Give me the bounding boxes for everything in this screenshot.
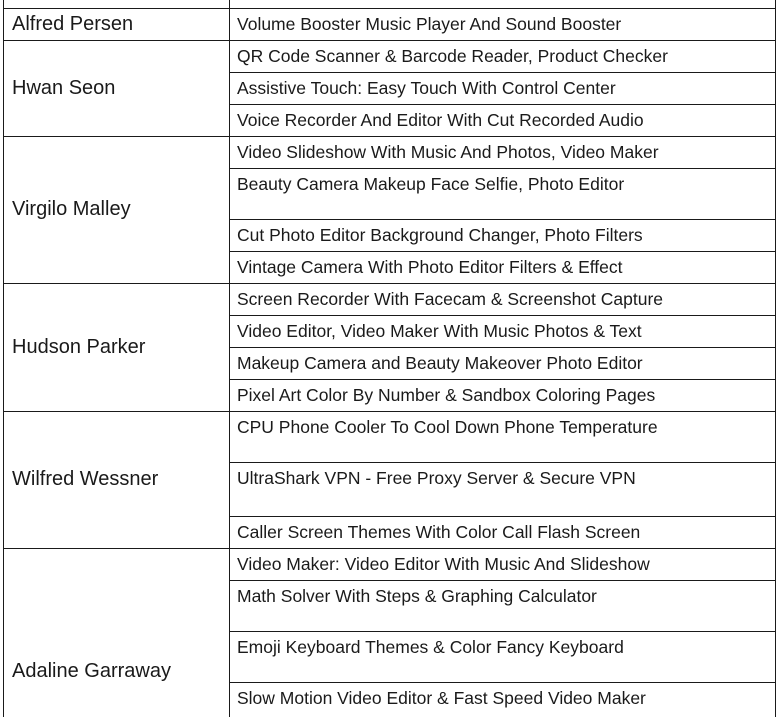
table-border-column <box>229 0 230 8</box>
app-name-cell: QR Code Scanner & Barcode Reader, Product Checker <box>237 46 668 66</box>
developer-group-divider <box>3 283 776 284</box>
table-border-left <box>3 8 4 717</box>
app-row-divider <box>229 580 776 581</box>
developer-group-divider <box>3 8 776 9</box>
app-name-cell: Beauty Camera Makeup Face Selfie, Photo Editor <box>237 174 625 194</box>
app-row-divider <box>229 631 776 632</box>
developer-name-cell: Wilfred Wessner <box>12 468 159 490</box>
app-row-divider <box>229 251 776 252</box>
table-border-right <box>775 0 776 8</box>
app-name-cell: Video Maker: Video Editor With Music And Slideshow <box>237 554 650 574</box>
app-row-divider <box>229 104 776 105</box>
app-name-cell: Assistive Touch: Easy Touch With Control Center <box>237 78 616 98</box>
app-row-divider <box>229 168 776 169</box>
app-name-cell: Voice Recorder And Editor With Cut Recorded Audio <box>237 110 644 130</box>
app-name-cell: Vintage Camera With Photo Editor Filters & Effect <box>237 257 623 277</box>
app-name-cell: Volume Booster Music Player And Sound Booster <box>237 14 622 34</box>
table-border-column <box>229 8 230 717</box>
developer-name-cell: Alfred Persen <box>12 12 134 35</box>
app-name-cell: Cut Photo Editor Background Changer, Photo Filters <box>237 225 643 245</box>
app-row-divider <box>229 72 776 73</box>
app-row-divider <box>229 462 776 463</box>
app-name-cell: Video Editor, Video Maker With Music Photos & Text <box>237 321 642 341</box>
app-row-divider <box>229 379 776 380</box>
app-row-divider <box>229 315 776 316</box>
developer-group-divider <box>3 40 776 41</box>
table-border-left <box>3 0 4 8</box>
app-row-divider <box>229 516 776 517</box>
app-row-divider <box>229 682 776 683</box>
developer-name-cell: Hudson Parker <box>12 335 146 358</box>
app-name-cell: Pixel Art Color By Number & Sandbox Coloring Pages <box>237 385 656 405</box>
app-name-cell: Emoji Keyboard Themes & Color Fancy Keyboard <box>237 637 624 657</box>
developer-group-divider <box>3 136 776 137</box>
developer-name-cell: Hwan Seon <box>12 76 116 99</box>
app-name-cell: Screen Recorder With Facecam & Screenshot Capture <box>237 289 664 309</box>
app-name-cell: UltraShark VPN - Free Proxy Server & Secure VPN <box>237 468 636 488</box>
app-name-cell: Video Slideshow With Music And Photos, Video Maker <box>237 142 659 162</box>
app-name-cell: Makeup Camera and Beauty Makeover Photo Editor <box>237 353 643 373</box>
developer-name-cell: Adaline Garraway <box>12 660 171 682</box>
app-row-divider <box>229 347 776 348</box>
developer-group-divider <box>3 411 776 412</box>
table-border-right <box>775 8 776 717</box>
developer-group-divider <box>3 548 776 549</box>
app-name-cell: Slow Motion Video Editor & Fast Speed Video Maker <box>237 688 646 708</box>
developer-name-cell: Virgilo Malley <box>12 198 131 220</box>
app-name-cell: Caller Screen Themes With Color Call Flash Screen <box>237 522 641 542</box>
app-name-cell: Math Solver With Steps & Graphing Calculator <box>237 586 597 606</box>
app-name-cell: CPU Phone Cooler To Cool Down Phone Temperature <box>237 417 658 437</box>
app-row-divider <box>229 219 776 220</box>
